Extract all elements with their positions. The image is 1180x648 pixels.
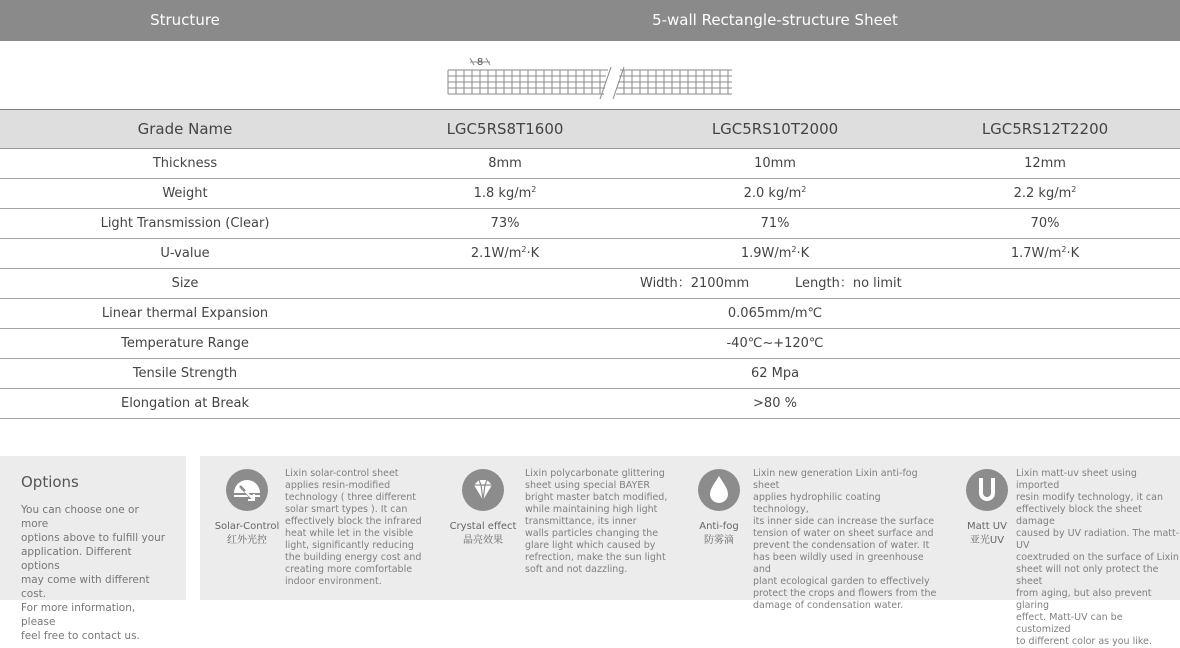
row-value: $2.1W/m^2\cdot K$ [470, 245, 540, 261]
row-value: 70% [1030, 216, 1060, 231]
feature-label: Crystal effect 晶亮效果 [449, 521, 517, 546]
row-value: 2.2 $kg/m^2$ [1013, 185, 1077, 201]
thickness-row [0, 149, 1180, 179]
feature-label: Matt UV 亚光UV [967, 521, 1007, 546]
row-label: Size [171, 276, 199, 291]
row-label: Temperature Range [121, 336, 249, 351]
feature-label: Solar-Control 红外光控 [214, 521, 280, 546]
row-label: Thickness [152, 156, 218, 171]
water-drop-icon [698, 469, 740, 511]
row-label: Elongation at Break [121, 396, 249, 411]
solar-control-icon [226, 469, 268, 511]
row-value: 62 Mpa [750, 366, 800, 381]
temperature-range-row [0, 329, 1180, 359]
row-label: Weight [162, 186, 208, 201]
product-title: 5-wall Rectangle-structure Sheet [652, 11, 898, 29]
row-value: -40℃~+120℃ [726, 336, 824, 351]
options-text: You can choose one or more options above to fulfill your application. Different options may come with different cost. For more information, please feel free to contact us. [21, 504, 166, 642]
row-label: Linear thermal Expansion [101, 306, 269, 321]
structure-label: Structure [150, 11, 220, 29]
grade-value: LGC5RS12T2200 [981, 120, 1109, 138]
weight-row [0, 179, 1180, 209]
grade-value: LGC5RS8T1600 [446, 120, 564, 138]
size-width: Width：2100mm [640, 276, 750, 291]
row-value: $1.7W/m^2\cdot K$ [1010, 245, 1080, 261]
u-value-row [0, 239, 1180, 269]
dimension-label: 8 [476, 57, 484, 68]
row-value: 10mm [754, 156, 796, 171]
row-value: 12mm [1024, 156, 1066, 171]
grade-row [0, 109, 1180, 149]
row-value: $1.9W/m^2\cdot K$ [740, 245, 810, 261]
diamond-icon [462, 469, 504, 511]
row-value: 0.065mm/m℃ [727, 306, 823, 321]
features-panel [200, 456, 1180, 647]
elongation-row [0, 389, 1180, 419]
size-length: Length：no limit [795, 276, 902, 291]
row-value: >80 % [753, 396, 797, 411]
feature-description: Lixin new generation Lixin anti-fog sheet applies hydrophilic coating technology, its inner side can increase the surface tension of water on sheet surface and prevent the condensation of water. It has been wildly used in greenhouse and plant ecological garden to effectively protect the crops and flowers from the damage of condensation water. [753, 468, 937, 611]
u-shield-icon [966, 469, 1008, 511]
structure-diagram [0, 41, 1180, 109]
cross-section-drawing [0, 41, 1180, 109]
options-panel [0, 456, 186, 642]
row-label: Light Transmission (Clear) [100, 216, 270, 231]
row-value: 1.8 $kg/m^2$ [473, 185, 537, 201]
table-header [0, 0, 1180, 41]
row-value: 73% [490, 216, 520, 231]
feature-description: Lixin matt-uv sheet using imported resin modify technology, it can effectively block the sheet damage caused by UV radiation. The matt-UV coextruded on the surface of Lixin sheet will not only protect the sheet from aging, but also prevent glaring effect. Matt-UV can be customized to different color as you like. [1016, 468, 1180, 647]
grade-label: Grade Name [137, 120, 233, 138]
feature-description: Lixin solar-control sheet applies resin-modified technology ( three different solar smart types ). It can effectively block the infrared heat while let in the visible light, significantly reducing the building energy cost and creating more comfortable indoor environment. [285, 468, 422, 587]
tensile-strength-row [0, 359, 1180, 389]
thermal-expansion-row [0, 299, 1180, 329]
light-transmission-row [0, 209, 1180, 239]
row-value: 2.0 $kg/m^2$ [743, 185, 807, 201]
row-label: Tensile Strength [132, 366, 238, 381]
row-label: U-value [160, 246, 210, 261]
feature-description: Lixin polycarbonate glittering sheet using special BAYER bright master batch modified, while maintaining high light transmittance, its inner walls particles changing the glare light which caused by refrection, make the sun light soft and not dazzling. [525, 468, 668, 575]
row-value: 8mm [488, 156, 522, 171]
size-row [0, 269, 1180, 299]
row-value: 71% [760, 216, 790, 231]
grade-value: LGC5RS10T2000 [711, 120, 839, 138]
options-title: Options [21, 473, 79, 491]
feature-label: Anti-fog 防雾滴 [699, 521, 739, 546]
